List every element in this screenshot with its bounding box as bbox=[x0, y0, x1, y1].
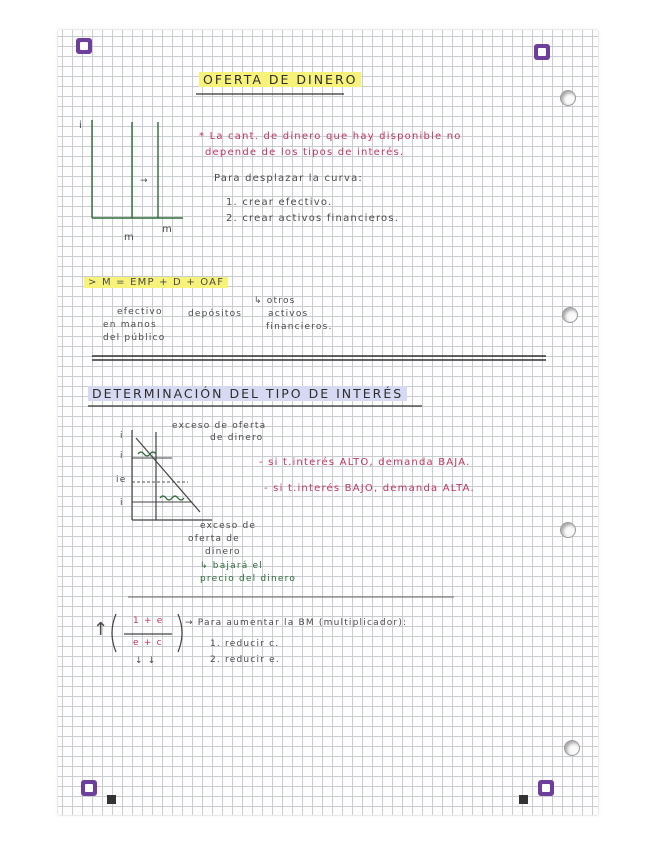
section-divider-2 bbox=[128, 595, 458, 599]
excess-demand-squiggle bbox=[160, 496, 184, 500]
excess-bottom-2: oferta de bbox=[188, 534, 240, 544]
eq-graph-i-low: i bbox=[120, 498, 124, 508]
emp-def-2: en manos bbox=[103, 320, 157, 330]
binder-hole-2 bbox=[562, 307, 578, 323]
title2-underline bbox=[88, 404, 424, 408]
formula-down-arrows: ↓ ↓ bbox=[135, 656, 157, 666]
shift-item-2: 2. crear activos financieros. bbox=[226, 213, 400, 224]
corner-marker-top-left bbox=[76, 38, 92, 54]
supply-graph-m2: m bbox=[162, 224, 173, 235]
emp-def-1: efectivo bbox=[117, 307, 163, 317]
title-underline bbox=[196, 92, 346, 96]
formula-note: → Para aumentar la BM (multiplicador): bbox=[185, 618, 408, 628]
equilibrium-graph bbox=[128, 428, 218, 528]
d-def: depósitos bbox=[188, 309, 243, 319]
supply-shift-arrow: → bbox=[140, 176, 149, 186]
oaf-def-1: ↳ otros bbox=[254, 296, 296, 306]
binder-hole-3 bbox=[560, 522, 576, 538]
money-demand-curve bbox=[136, 438, 200, 512]
corner-marker-bottom-left bbox=[81, 780, 97, 796]
supply-graph-m1: m bbox=[124, 232, 135, 243]
bullet-low: - si t.interés BAJO, demanda ALTA. bbox=[264, 483, 475, 494]
bullet-high: - si t.interés ALTO, demanda BAJA. bbox=[259, 457, 471, 468]
eq-graph-ie: ie bbox=[116, 475, 127, 485]
green-note-1: ↳ bajará el bbox=[200, 561, 263, 571]
formula-item-2: 2. reducir e. bbox=[210, 655, 280, 665]
section-divider bbox=[92, 354, 548, 362]
formula-denominator: e + c bbox=[133, 638, 163, 648]
corner-marker-top-right bbox=[534, 44, 550, 60]
excess-top-2: de dinero bbox=[210, 433, 264, 443]
formula-numerator: 1 + e bbox=[133, 616, 164, 626]
excess-bottom-1: exceso de bbox=[200, 521, 257, 531]
excess-supply-squiggle bbox=[138, 452, 156, 456]
eq-graph-i-top: i bbox=[120, 431, 124, 441]
excess-bottom-3: dinero bbox=[205, 547, 241, 557]
section-title-determinacion: DETERMINACIÓN DEL TIPO DE INTERÉS bbox=[88, 386, 407, 401]
formula-item-1: 1. reducir c. bbox=[210, 639, 280, 649]
supply-graph-y-label: i bbox=[79, 120, 83, 131]
green-note-2: precio del dinero bbox=[200, 574, 297, 584]
binder-hole-1 bbox=[560, 90, 576, 106]
corner-square-left bbox=[107, 795, 116, 804]
excess-top-1: exceso de oferta bbox=[172, 421, 267, 431]
money-equation: > M = EMP + D + OAF bbox=[84, 277, 228, 288]
supply-graph bbox=[88, 118, 188, 228]
note-line-1: * La cant. de dinero que hay disponible no bbox=[199, 131, 462, 142]
shift-label: Para desplazar la curva: bbox=[214, 173, 364, 184]
corner-marker-bottom-right bbox=[538, 780, 554, 796]
oaf-def-3: financieros. bbox=[266, 322, 333, 332]
note-line-2: depende de los tipos de interés. bbox=[205, 147, 405, 158]
shift-item-1: 1. crear efectivo. bbox=[226, 197, 333, 208]
corner-square-right bbox=[519, 795, 528, 804]
eq-graph-i-mid: i bbox=[120, 451, 124, 461]
formula-up-arrow: ↑ bbox=[93, 619, 110, 640]
emp-def-3: del público bbox=[103, 333, 166, 343]
binder-hole-4 bbox=[564, 740, 580, 756]
section-title-oferta: OFERTA DE DINERO bbox=[199, 72, 361, 87]
oaf-def-2: activos bbox=[268, 309, 309, 319]
